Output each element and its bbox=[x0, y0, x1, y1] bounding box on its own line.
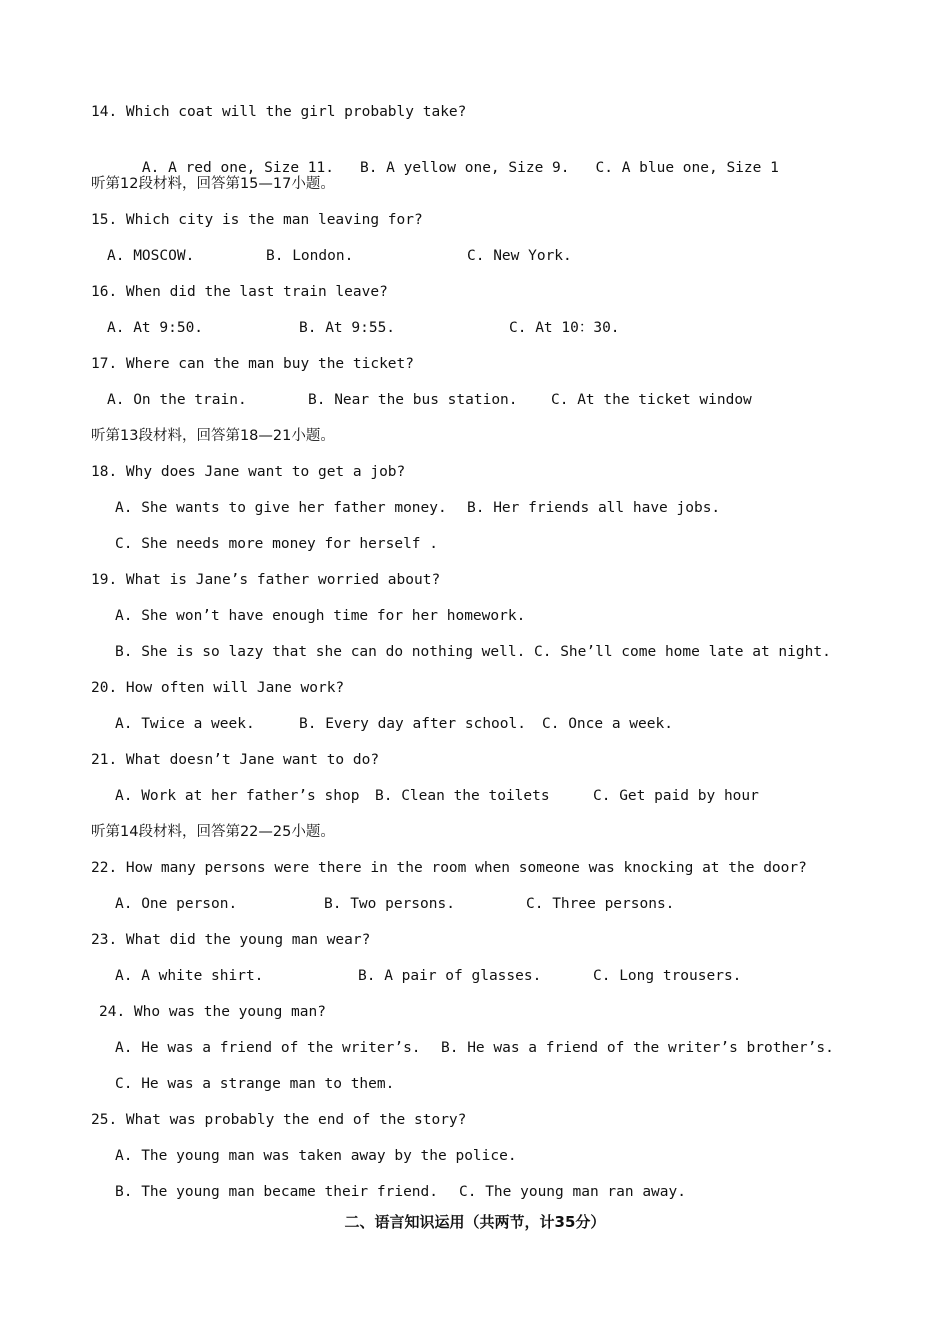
question-15-option-b: B. London. bbox=[266, 248, 354, 264]
question-24-stem: 24. Who was the young man? bbox=[99, 1004, 326, 1020]
question-19-option-a: A. She won’t have enough time for her homework. bbox=[115, 608, 526, 624]
question-14-option-b: B. A yellow one, Size 9. bbox=[359, 160, 570, 176]
question-15-option-a: A. MOSCOW. bbox=[107, 248, 195, 264]
section-14-instruction: 听第14段材料，回答第22—25小题。 bbox=[91, 824, 335, 840]
question-21-option-a: A. Work at her father’s shop bbox=[115, 788, 360, 804]
question-23-option-b: B. A pair of glasses. bbox=[358, 968, 542, 984]
question-22-option-c: C. Three persons. bbox=[526, 896, 675, 912]
question-23-option-c: C. Long trousers. bbox=[593, 968, 742, 984]
question-21-option-c: C. Get paid by hour bbox=[593, 788, 759, 804]
question-20-option-c: C. Once a week. bbox=[542, 716, 673, 732]
question-20-stem: 20. How often will Jane work? bbox=[91, 680, 345, 696]
question-14-option-c: C. A blue one, Size 1 bbox=[595, 160, 779, 176]
question-18-option-c: C. She needs more money for herself . bbox=[115, 536, 439, 552]
question-25-option-c: C. The young man ran away. bbox=[459, 1184, 686, 1200]
question-18-option-a: A. She wants to give her father money. bbox=[115, 500, 447, 516]
part-2-heading: 二、语言知识运用（共两节，计35分） bbox=[344, 1213, 606, 1231]
question-19-option-c: C. She’ll come home late at night. bbox=[534, 644, 831, 660]
question-19-option-b: B. She is so lazy that she can do nothing well. bbox=[115, 644, 526, 660]
question-16-option-a: A. At 9:50. bbox=[107, 320, 204, 336]
question-20-option-a: A. Twice a week. bbox=[115, 716, 255, 732]
question-15-stem: 15. Which city is the man leaving for? bbox=[91, 212, 423, 228]
question-15-option-c: C. New York. bbox=[467, 248, 572, 264]
question-21-stem: 21. What doesn’t Jane want to do? bbox=[91, 752, 380, 768]
question-23-stem: 23. What did the young man wear? bbox=[91, 932, 371, 948]
question-14-option-a: A. A red one, Size 11. bbox=[141, 160, 334, 176]
question-22-option-a: A. One person. bbox=[115, 896, 238, 912]
question-24-option-c: C. He was a strange man to them. bbox=[115, 1076, 395, 1092]
question-19-stem: 19. What is Jane’s father worried about? bbox=[91, 572, 441, 588]
question-17-option-c: C. At the ticket window bbox=[551, 392, 752, 408]
question-24-option-a: A. He was a friend of the writer’s. bbox=[115, 1040, 421, 1056]
question-22-option-b: B. Two persons. bbox=[324, 896, 455, 912]
question-16-stem: 16. When did the last train leave? bbox=[91, 284, 388, 300]
question-17-stem: 17. Where can the man buy the ticket? bbox=[91, 356, 415, 372]
question-16-option-b: B. At 9:55. bbox=[299, 320, 396, 336]
question-18-stem: 18. Why does Jane want to get a job? bbox=[91, 464, 406, 480]
question-18-option-b: B. Her friends all have jobs. bbox=[467, 500, 721, 516]
question-25-option-b: B. The young man became their friend. bbox=[115, 1184, 439, 1200]
question-23-option-a: A. A white shirt. bbox=[115, 968, 264, 984]
question-20-option-b: B. Every day after school. bbox=[299, 716, 526, 732]
question-22-stem: 22. How many persons were there in the room when someone was knocking at the door? bbox=[91, 860, 807, 876]
question-25-stem: 25. What was probably the end of the story? bbox=[91, 1112, 467, 1128]
question-24-option-b: B. He was a friend of the writer’s brother’s. bbox=[441, 1040, 834, 1056]
question-14-stem: 14. Which coat will the girl probably take? bbox=[91, 104, 467, 120]
question-16-option-c: C. At 10：30. bbox=[509, 320, 620, 336]
question-25-option-a: A. The young man was taken away by the police. bbox=[115, 1148, 517, 1164]
question-17-option-b: B. Near the bus station. bbox=[308, 392, 518, 408]
question-21-option-b: B. Clean the toilets bbox=[375, 788, 550, 804]
question-17-option-a: A. On the train. bbox=[107, 392, 247, 408]
section-13-instruction: 听第13段材料，回答第18—21小题。 bbox=[91, 428, 335, 444]
section-12-instruction: 听第12段材料，回答第15—17小题。 bbox=[91, 176, 335, 192]
